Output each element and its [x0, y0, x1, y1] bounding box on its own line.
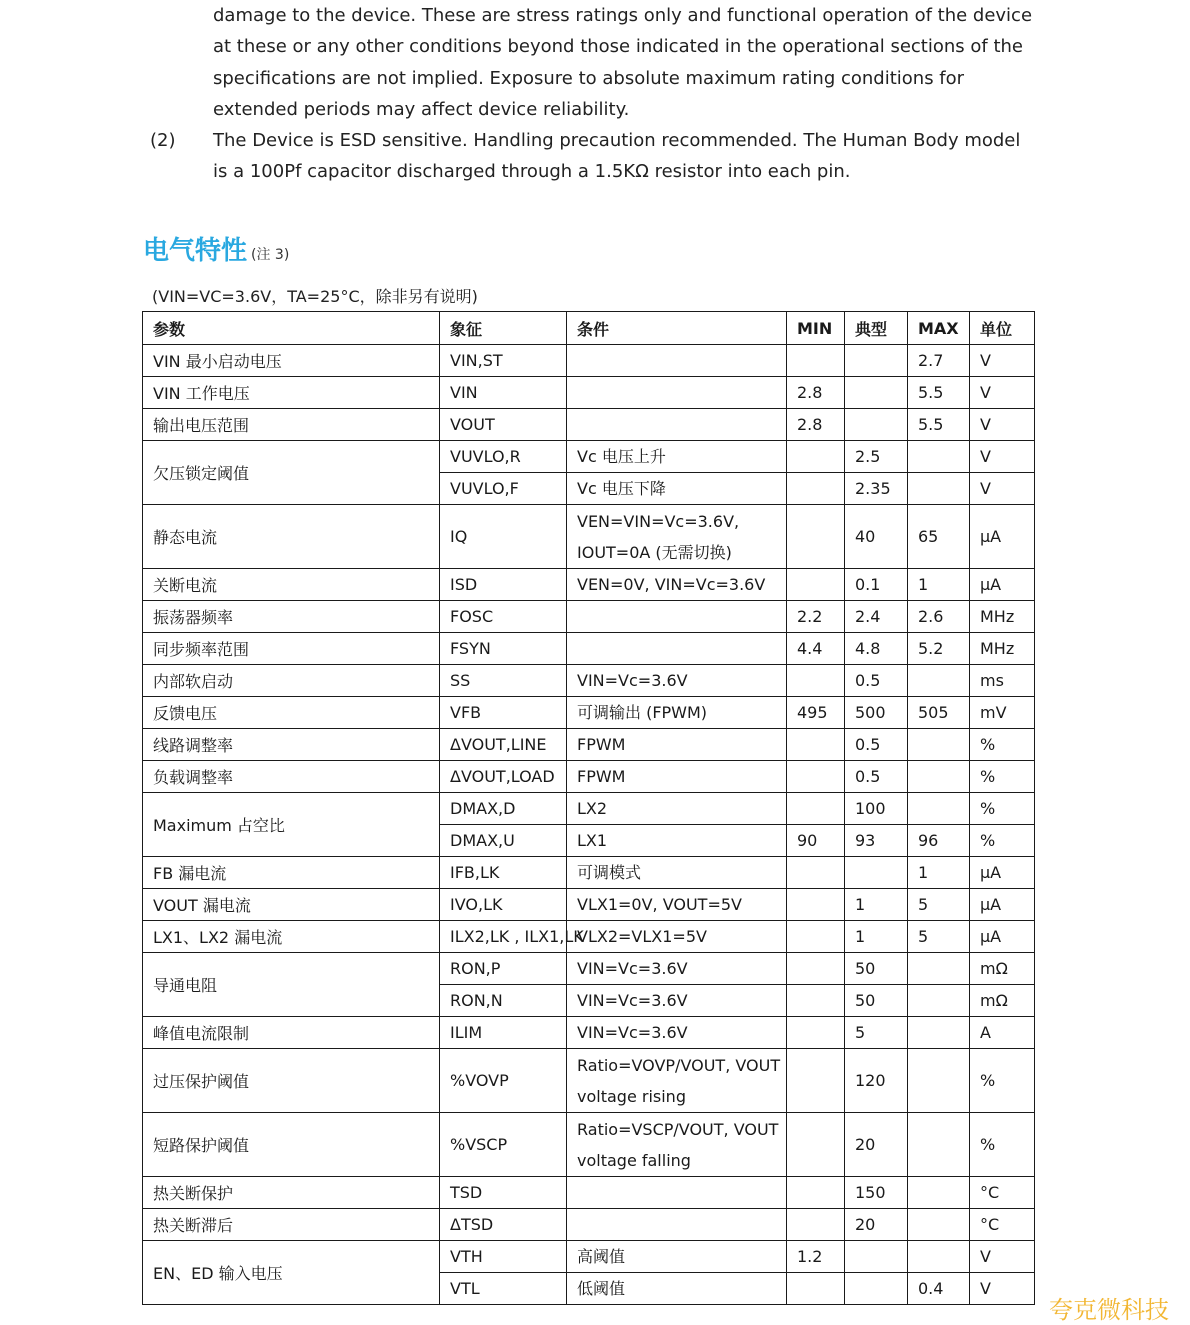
cell-param: LX1、LX2 漏电流	[143, 921, 440, 953]
cell-condition	[567, 345, 787, 377]
cell-min	[787, 473, 845, 505]
cell-unit: %	[970, 825, 1035, 857]
cell-max	[908, 473, 970, 505]
cell-param: VIN 最小启动电压	[143, 345, 440, 377]
cell-symbol: RON,N	[440, 985, 567, 1017]
cell-condition: Ratio=VSCP/VOUT, VOUT voltage falling	[567, 1113, 787, 1177]
cell-condition	[567, 1209, 787, 1241]
note-2-text: The Device is ESD sensitive. Handling precaution recommended. The Human Body model is a 100Pf capacitor discharged through a 1.5KΩ resistor into each pin.	[213, 130, 1021, 183]
cell-symbol: DMAX,D	[440, 793, 567, 825]
cell-symbol: ΔVOUT,LOAD	[440, 761, 567, 793]
cell-param: 短路保护阈值	[143, 1113, 440, 1177]
note-2	[150, 125, 1036, 188]
note-2-number: (2)	[150, 130, 176, 152]
header-min: MIN	[787, 312, 845, 345]
cell-max: 2.6	[908, 601, 970, 633]
table-row	[143, 889, 1035, 921]
cell-min	[787, 345, 845, 377]
cell-symbol: %VOVP	[440, 1049, 567, 1113]
cell-symbol: FOSC	[440, 601, 567, 633]
cell-symbol: SS	[440, 665, 567, 697]
cell-typ: 4.8	[845, 633, 908, 665]
cell-typ	[845, 857, 908, 889]
cell-typ: 120	[845, 1049, 908, 1113]
cell-param: 输出电压范围	[143, 409, 440, 441]
cell-unit: µA	[970, 505, 1035, 569]
cell-min: 4.4	[787, 633, 845, 665]
cell-max	[908, 1017, 970, 1049]
cell-unit: µA	[970, 921, 1035, 953]
cell-unit: µA	[970, 569, 1035, 601]
section-subtitle: (注 3)	[251, 247, 290, 263]
cell-symbol: VIN	[440, 377, 567, 409]
cell-param: 静态电流	[143, 505, 440, 569]
cell-param: 热关断滞后	[143, 1209, 440, 1241]
cell-min	[787, 953, 845, 985]
cell-unit: A	[970, 1017, 1035, 1049]
cell-max	[908, 761, 970, 793]
cell-max: 2.7	[908, 345, 970, 377]
cell-min	[787, 1113, 845, 1177]
cell-min	[787, 505, 845, 569]
cell-max	[908, 665, 970, 697]
header-param: 参数	[143, 312, 440, 345]
cell-condition: LX2	[567, 793, 787, 825]
cell-typ: 50	[845, 953, 908, 985]
cell-symbol: FSYN	[440, 633, 567, 665]
table-row	[143, 1017, 1035, 1049]
cell-typ	[845, 409, 908, 441]
header-symbol: 象征	[440, 312, 567, 345]
cell-param: Maximum 占空比	[143, 793, 440, 857]
table-row	[143, 761, 1035, 793]
cell-typ: 2.35	[845, 473, 908, 505]
cell-min: 2.8	[787, 377, 845, 409]
table-row	[143, 569, 1035, 601]
cell-condition: 可调模式	[567, 857, 787, 889]
cell-unit: V	[970, 1241, 1035, 1273]
cell-min	[787, 921, 845, 953]
cell-condition: VIN=Vc=3.6V	[567, 665, 787, 697]
cell-min	[787, 1209, 845, 1241]
cell-typ: 50	[845, 985, 908, 1017]
cell-max	[908, 441, 970, 473]
cell-max	[908, 1049, 970, 1113]
table-row	[143, 441, 1035, 473]
cell-symbol: ISD	[440, 569, 567, 601]
cell-unit: µA	[970, 889, 1035, 921]
cell-typ: 20	[845, 1209, 908, 1241]
cell-symbol: VFB	[440, 697, 567, 729]
table-row	[143, 377, 1035, 409]
cell-max: 65	[908, 505, 970, 569]
cell-condition: Ratio=VOVP/VOUT, VOUT voltage rising	[567, 1049, 787, 1113]
cell-max	[908, 1113, 970, 1177]
cell-min: 2.8	[787, 409, 845, 441]
cell-typ: 0.5	[845, 729, 908, 761]
cell-param: 峰值电流限制	[143, 1017, 440, 1049]
cell-min	[787, 1177, 845, 1209]
cell-min	[787, 889, 845, 921]
cell-typ: 2.5	[845, 441, 908, 473]
cell-typ: 0.1	[845, 569, 908, 601]
cell-min	[787, 985, 845, 1017]
cell-typ	[845, 1241, 908, 1273]
cell-max: 0.4	[908, 1273, 970, 1305]
cell-condition: VEN=VIN=Vc=3.6V, IOUT=0A (无需切换)	[567, 505, 787, 569]
cell-param: 热关断保护	[143, 1177, 440, 1209]
cell-typ: 500	[845, 697, 908, 729]
cell-min: 495	[787, 697, 845, 729]
cell-min	[787, 857, 845, 889]
cell-unit: V	[970, 441, 1035, 473]
table-row	[143, 601, 1035, 633]
cell-symbol: VOUT	[440, 409, 567, 441]
table-row	[143, 793, 1035, 825]
cell-condition: 可调输出 (FPWM)	[567, 697, 787, 729]
cell-condition	[567, 1177, 787, 1209]
cell-unit: V	[970, 473, 1035, 505]
cell-max	[908, 729, 970, 761]
cell-max	[908, 1241, 970, 1273]
table-row	[143, 729, 1035, 761]
cell-symbol: IQ	[440, 505, 567, 569]
cell-min	[787, 761, 845, 793]
cell-param: VOUT 漏电流	[143, 889, 440, 921]
cell-typ: 100	[845, 793, 908, 825]
cell-typ: 0.5	[845, 761, 908, 793]
cell-max: 5.2	[908, 633, 970, 665]
cell-param: 线路调整率	[143, 729, 440, 761]
cell-condition: VEN=0V, VIN=Vc=3.6V	[567, 569, 787, 601]
cell-symbol: DMAX,U	[440, 825, 567, 857]
cell-condition: LX1	[567, 825, 787, 857]
cell-min	[787, 729, 845, 761]
cell-typ: 150	[845, 1177, 908, 1209]
cell-unit: V	[970, 345, 1035, 377]
cell-typ: 1	[845, 889, 908, 921]
cell-max: 5	[908, 889, 970, 921]
cell-symbol: ΔVOUT,LINE	[440, 729, 567, 761]
cell-condition: VIN=Vc=3.6V	[567, 985, 787, 1017]
cell-typ: 20	[845, 1113, 908, 1177]
table-row	[143, 665, 1035, 697]
cell-min	[787, 569, 845, 601]
note-1-continuation: damage to the device. These are stress ratings only and functional operation of the device at these or any other conditions beyond those indicated in the operational sections of the specifications are not implied. Exposure to absolute maximum rating conditions for extended periods may affect device reliability.	[213, 5, 1033, 120]
cell-max	[908, 953, 970, 985]
cell-param: 欠压锁定阈值	[143, 441, 440, 505]
cell-unit: V	[970, 1273, 1035, 1305]
section-heading	[143, 230, 289, 267]
table-row	[143, 921, 1035, 953]
cell-symbol: ILIM	[440, 1017, 567, 1049]
cell-unit: %	[970, 761, 1035, 793]
cell-min	[787, 665, 845, 697]
cell-unit: V	[970, 377, 1035, 409]
cell-max: 96	[908, 825, 970, 857]
test-conditions: (VIN=VC=3.6V，TA=25°C，除非另有说明)	[152, 287, 478, 306]
cell-condition: 高阈值	[567, 1241, 787, 1273]
cell-max: 5.5	[908, 409, 970, 441]
cell-min	[787, 1049, 845, 1113]
header-max: MAX	[908, 312, 970, 345]
table-row	[143, 697, 1035, 729]
header-typ: 典型	[845, 312, 908, 345]
cell-unit: °C	[970, 1177, 1035, 1209]
cell-max	[908, 985, 970, 1017]
cell-unit: %	[970, 1049, 1035, 1113]
cell-condition	[567, 409, 787, 441]
cell-max: 1	[908, 569, 970, 601]
cell-max: 505	[908, 697, 970, 729]
cell-typ	[845, 377, 908, 409]
cell-condition: FPWM	[567, 761, 787, 793]
cell-condition: FPWM	[567, 729, 787, 761]
cell-max	[908, 1209, 970, 1241]
notes-block	[150, 0, 1036, 188]
cell-symbol: ΔTSD	[440, 1209, 567, 1241]
electrical-characteristics-table	[142, 311, 1035, 1305]
cell-typ	[845, 345, 908, 377]
cell-typ: 0.5	[845, 665, 908, 697]
table-row	[143, 345, 1035, 377]
table-row	[143, 857, 1035, 889]
cell-max: 5	[908, 921, 970, 953]
table-row	[143, 505, 1035, 569]
cell-condition	[567, 377, 787, 409]
cell-param: 导通电阻	[143, 953, 440, 1017]
cell-unit: MHz	[970, 601, 1035, 633]
cell-param: VIN 工作电压	[143, 377, 440, 409]
cell-condition: Vc 电压上升	[567, 441, 787, 473]
cell-unit: °C	[970, 1209, 1035, 1241]
cell-symbol: IVO,LK	[440, 889, 567, 921]
cell-condition	[567, 601, 787, 633]
cell-min	[787, 1273, 845, 1305]
header-unit: 单位	[970, 312, 1035, 345]
cell-param: EN、ED 输入电压	[143, 1241, 440, 1305]
cell-symbol: %VSCP	[440, 1113, 567, 1177]
cell-min	[787, 1017, 845, 1049]
cell-param: 负载调整率	[143, 761, 440, 793]
cell-unit: MHz	[970, 633, 1035, 665]
cell-condition	[567, 633, 787, 665]
cell-typ: 40	[845, 505, 908, 569]
cell-min: 1.2	[787, 1241, 845, 1273]
cell-typ: 1	[845, 921, 908, 953]
table-row	[143, 1241, 1035, 1273]
cell-condition: Vc 电压下降	[567, 473, 787, 505]
cell-unit: mΩ	[970, 953, 1035, 985]
table-row	[143, 1113, 1035, 1177]
table-body	[143, 345, 1035, 1305]
cell-condition: VIN=Vc=3.6V	[567, 1017, 787, 1049]
table-row	[143, 633, 1035, 665]
watermark: 夸克微科技	[1049, 1296, 1169, 1324]
cell-max	[908, 1177, 970, 1209]
cell-typ: 5	[845, 1017, 908, 1049]
table-row	[143, 953, 1035, 985]
cell-param: 振荡器频率	[143, 601, 440, 633]
cell-typ	[845, 1273, 908, 1305]
cell-symbol: VTL	[440, 1273, 567, 1305]
cell-max: 5.5	[908, 377, 970, 409]
section-title: 电气特性	[143, 236, 248, 266]
cell-min	[787, 793, 845, 825]
cell-symbol: ILX2,LK , ILX1,LK	[440, 921, 567, 953]
cell-symbol: RON,P	[440, 953, 567, 985]
table-row	[143, 409, 1035, 441]
cell-min: 2.2	[787, 601, 845, 633]
table-row	[143, 1209, 1035, 1241]
cell-typ: 93	[845, 825, 908, 857]
cell-symbol: VUVLO,R	[440, 441, 567, 473]
cell-param: FB 漏电流	[143, 857, 440, 889]
table-header-row	[143, 312, 1035, 345]
cell-param: 反馈电压	[143, 697, 440, 729]
cell-symbol: VUVLO,F	[440, 473, 567, 505]
table-row	[143, 1177, 1035, 1209]
cell-symbol: VIN,ST	[440, 345, 567, 377]
cell-max	[908, 793, 970, 825]
cell-condition: VLX2=VLX1=5V	[567, 921, 787, 953]
header-condition: 条件	[567, 312, 787, 345]
cell-symbol: VTH	[440, 1241, 567, 1273]
cell-param: 关断电流	[143, 569, 440, 601]
cell-unit: mΩ	[970, 985, 1035, 1017]
cell-param: 过压保护阈值	[143, 1049, 440, 1113]
cell-condition: 低阈值	[567, 1273, 787, 1305]
cell-unit: µA	[970, 857, 1035, 889]
cell-symbol: IFB,LK	[440, 857, 567, 889]
cell-param: 内部软启动	[143, 665, 440, 697]
cell-min	[787, 441, 845, 473]
cell-unit: V	[970, 409, 1035, 441]
cell-param: 同步频率范围	[143, 633, 440, 665]
cell-typ: 2.4	[845, 601, 908, 633]
cell-condition: VLX1=0V, VOUT=5V	[567, 889, 787, 921]
cell-symbol: TSD	[440, 1177, 567, 1209]
cell-unit: mV	[970, 697, 1035, 729]
cell-unit: %	[970, 1113, 1035, 1177]
cell-unit: %	[970, 793, 1035, 825]
cell-min: 90	[787, 825, 845, 857]
table-row	[143, 1049, 1035, 1113]
cell-unit: ms	[970, 665, 1035, 697]
cell-condition: VIN=Vc=3.6V	[567, 953, 787, 985]
cell-unit: %	[970, 729, 1035, 761]
cell-max: 1	[908, 857, 970, 889]
